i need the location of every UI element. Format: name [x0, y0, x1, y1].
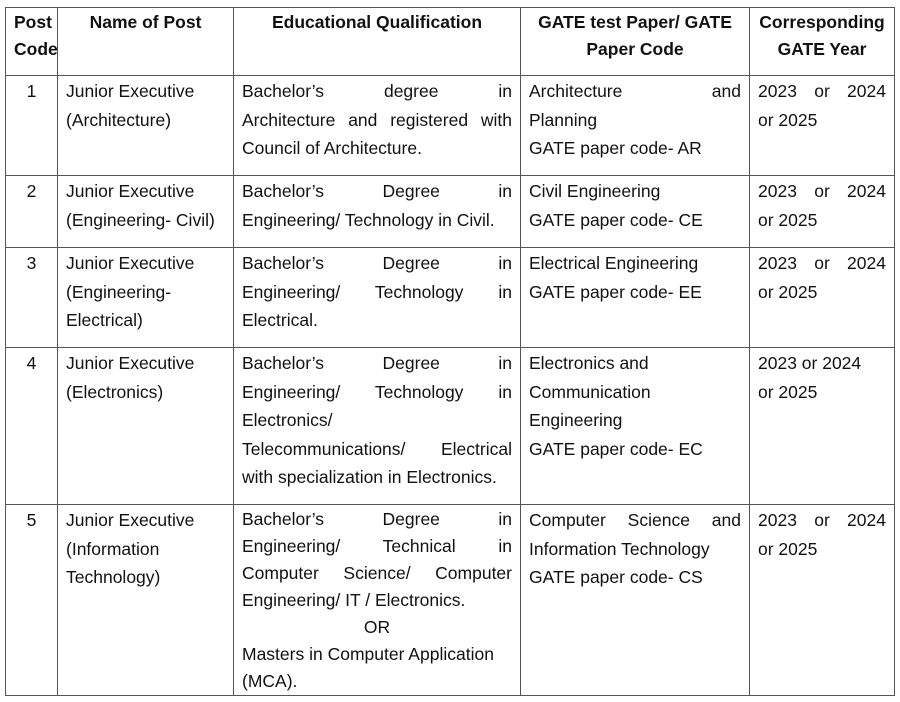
cell-line: Telecommunications/ Electrical	[242, 438, 512, 459]
cell-line: Bachelor’s Degree in	[242, 253, 512, 273]
cell-line: 2023 or 2024	[758, 181, 886, 201]
cell-name-of-post	[58, 76, 234, 176]
cell-gate-paper	[521, 348, 750, 505]
header-line: GATE test Paper/ GATE	[538, 12, 732, 32]
table-header-row	[6, 8, 895, 76]
cell-line: Electrical.	[242, 310, 318, 330]
cell-line: Council of Architecture.	[242, 138, 422, 158]
cell-gate-year	[750, 76, 895, 176]
cell-line: GATE paper code- EE	[529, 281, 702, 302]
cell-qualification	[234, 176, 521, 248]
cell-name-of-post	[58, 176, 234, 248]
cell-line-or: OR	[363, 617, 391, 637]
cell-line: Engineering/ Technology in Civil.	[242, 209, 495, 230]
cell-line: Computer Science and	[529, 510, 741, 530]
table-row	[6, 176, 895, 248]
cell-line: 2023 or 2024	[758, 81, 886, 101]
cell-line: or 2025	[758, 209, 818, 230]
header-educational-qualification	[234, 8, 521, 76]
cell-line: (Information	[66, 538, 160, 559]
cell-line: Electronics/	[242, 410, 333, 430]
header-line: Corresponding	[759, 12, 885, 32]
cell-line: Bachelor’s Degree in	[242, 353, 512, 373]
cell-line: Masters in Computer Application	[242, 644, 494, 664]
cell-line: Junior Executive	[66, 253, 195, 273]
cell-line: Junior Executive	[66, 510, 195, 530]
cell-gate-year	[750, 505, 895, 696]
cell-gate-paper	[521, 505, 750, 696]
cell-line: Communication	[529, 381, 651, 402]
cell-line: GATE paper code- CS	[529, 567, 703, 587]
cell-line: Electronics and	[529, 353, 649, 373]
header-post-code	[6, 8, 58, 76]
cell-line: with specialization in Electronics.	[242, 467, 497, 487]
posts-table	[5, 7, 895, 696]
cell-line: Civil Engineering	[529, 181, 661, 201]
header-line: GATE Year	[777, 39, 867, 59]
cell-line: Technology)	[66, 567, 161, 587]
header-gate-paper-code	[521, 8, 750, 76]
cell-name-of-post	[58, 505, 234, 696]
cell-line: (MCA).	[242, 671, 298, 691]
cell-line: or 2025	[758, 381, 818, 402]
cell-post-code: 2	[6, 176, 58, 248]
cell-line: Junior Executive	[66, 181, 195, 201]
cell-line: GATE paper code- EC	[529, 438, 703, 459]
header-line: Educational Qualification	[271, 12, 483, 32]
cell-line: GATE paper code- AR	[529, 138, 702, 158]
header-name-of-post	[58, 8, 234, 76]
header-line: Code	[14, 39, 58, 59]
cell-line: Electrical)	[66, 310, 143, 330]
cell-line: Junior Executive	[66, 81, 195, 101]
cell-line: (Engineering- Civil)	[66, 209, 215, 230]
cell-line: (Engineering-	[66, 281, 172, 302]
cell-qualification	[234, 76, 521, 176]
cell-line: Electrical Engineering	[529, 253, 699, 273]
header-line: Name of Post	[89, 12, 202, 32]
cell-post-code: 5	[6, 505, 58, 696]
cell-gate-paper	[521, 176, 750, 248]
cell-line: (Architecture)	[66, 109, 172, 130]
cell-line: Architecture and	[529, 81, 741, 101]
cell-gate-year	[750, 248, 895, 348]
table-row	[6, 76, 895, 176]
cell-qualification	[234, 248, 521, 348]
cell-line: Bachelor’s Degree in	[242, 509, 512, 529]
cell-line: 2023 or 2024	[758, 510, 886, 530]
cell-line: Information Technology	[529, 538, 710, 559]
cell-line: Bachelor’s Degree in	[242, 181, 512, 201]
cell-post-code: 3	[6, 248, 58, 348]
cell-gate-paper	[521, 248, 750, 348]
cell-line: or 2025	[758, 538, 818, 559]
cell-line: GATE paper code- CE	[529, 209, 703, 230]
cell-line: Computer Science/ Computer	[242, 563, 512, 583]
cell-name-of-post	[58, 348, 234, 505]
cell-line: (Electronics)	[66, 381, 164, 402]
cell-line: or 2025	[758, 109, 818, 130]
table-row	[6, 248, 895, 348]
cell-line: Engineering	[529, 410, 623, 430]
header-line: Post	[14, 12, 52, 32]
cell-post-code: 1	[6, 76, 58, 176]
cell-gate-year	[750, 348, 895, 505]
cell-line: Engineering/ Technology in	[242, 381, 512, 402]
cell-line: Engineering/ IT / Electronics.	[242, 590, 466, 610]
cell-post-code: 4	[6, 348, 58, 505]
table-row	[6, 348, 895, 505]
cell-line: or 2025	[758, 281, 818, 302]
table-row	[6, 505, 895, 696]
cell-name-of-post	[58, 248, 234, 348]
cell-gate-paper	[521, 76, 750, 176]
cell-qualification	[234, 348, 521, 505]
header-line: Paper Code	[586, 39, 684, 59]
cell-line: Engineering/ Technology in	[242, 281, 512, 302]
cell-gate-year	[750, 176, 895, 248]
cell-line: 2023 or 2024	[758, 253, 886, 273]
cell-line: Bachelor’s degree in	[242, 81, 512, 101]
cell-line: 2023 or 2024	[758, 353, 862, 373]
cell-line: Planning	[529, 109, 598, 130]
cell-line: Junior Executive	[66, 353, 195, 373]
cell-qualification	[234, 505, 521, 696]
header-gate-year	[750, 8, 895, 76]
cell-line: Architecture and registered with	[242, 109, 512, 130]
cell-line: Engineering/ Technical in	[242, 536, 512, 556]
